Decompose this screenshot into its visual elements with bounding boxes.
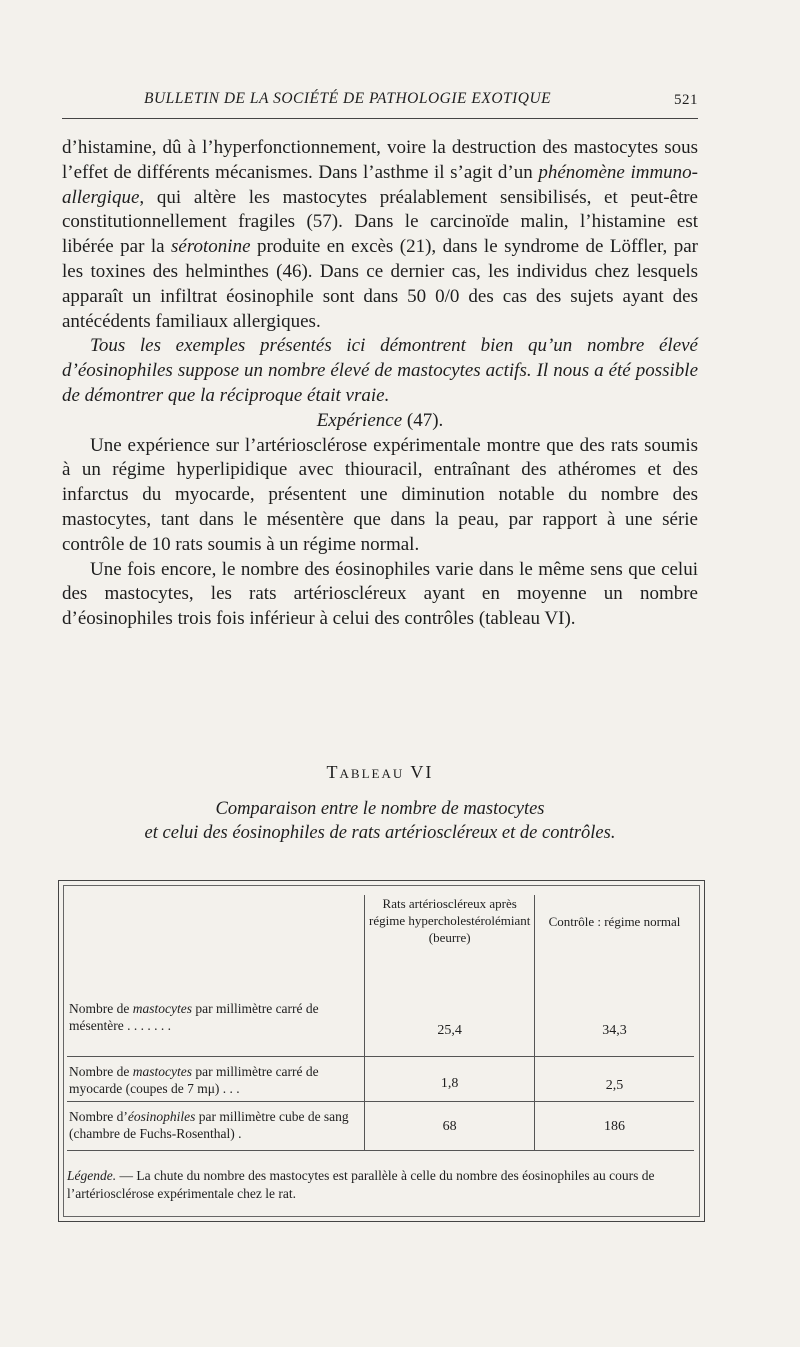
table-header-row (67, 895, 694, 1000)
table-row (67, 1000, 694, 1057)
cell-value: 25,4 (365, 1000, 535, 1057)
running-header (62, 90, 698, 119)
section-title: Expérience (47). (316, 409, 444, 431)
table-caption (62, 762, 698, 845)
row-label: Nombre d’éosinophiles par millimètre cube de sang (chambre de Fuchs-Rosenthal) . (67, 1102, 365, 1151)
paragraph-1: d’histamine, dû à l’hyperfonctionnement, voire la destruction des mastocytes sous l’effet de différents mécanismes. Dans l’asthme il s’agit d’un phénomène immuno-allergique, qui altère les mastocytes préalablement sensibilisés, et peut-être constitutionnellement fragiles (57). Dans le carcinoïde malin, l’histamine est libérée par la sérotonine produite en excès (21), dans le syndrome de Löffler, par les toxines des helminthes (46). Dans ce dernier cas, les individus chez lesquels apparaît un infiltrat éosinophile sont dans 50 0/0 des cas des sujets ayant des antécédents familiaux allergiques. (62, 137, 698, 332)
page-number: 521 (674, 92, 698, 108)
col-header-arteriosclerotic: Rats artérioscléreux après régime hypercholestérolémiant (beurre) (365, 895, 535, 1000)
data-table (67, 895, 694, 1203)
paragraph-2: Tous les exemples présentés ici démontrent bien qu’un nombre élevé d’éosinophiles suppose un nombre élevé de mastocytes actifs. Il nous a été possible de démontrer que la réciproque était vraie. (62, 335, 698, 406)
row-label: Nombre de mastocytes par millimètre carré de mésentère . . . . . . . (69, 1001, 319, 1033)
col-header-control: Contrôle : régime normal (535, 895, 694, 1000)
running-title: BULLETIN DE LA SOCIÉTÉ DE PATHOLOGIE EXOTIQUE (144, 90, 552, 107)
italic-term: sérotonine (171, 236, 251, 258)
cell-value: 2,5 (535, 1057, 694, 1102)
cell-value: 186 (535, 1102, 694, 1151)
table-title: Tableau VI (326, 762, 434, 782)
paragraph-3: Une expérience sur l’artériosclérose expérimentale montre que des rats soumis à un régime hyperlipidique avec thiouracil, entraînant des athéromes et des infarctus du myocarde, présentent une diminution notable du nombre des mastocytes, tant dans le mésentère que dans la peau, par rapport à une série contrôle de 10 rats soumis à un régime normal. (62, 434, 698, 555)
cell-value: 34,3 (535, 1000, 694, 1057)
table-row (67, 1102, 694, 1151)
table-frame (58, 880, 705, 1222)
table-subtitle-1: Comparaison entre le nombre de mastocytes (215, 799, 545, 819)
italic-term: phénomène immuno-allergique (62, 161, 698, 208)
legend-row (67, 1151, 694, 1204)
paragraph-4: Une fois encore, le nombre des éosinophiles varie dans le même sens que celui des mastocytes, les rats artérioscléreux ayant en moyenne un nombre d’éosinophiles trois fois inférieur à celui des contrôles (tableau VI). (62, 558, 698, 630)
table-row (67, 1057, 694, 1102)
body-text (62, 136, 698, 632)
row-label: Nombre de mastocytes par millimètre carré de myocarde (coupes de 7 mμ) . . . (67, 1057, 365, 1102)
cell-value: 1,8 (365, 1057, 535, 1102)
table-legend: Légende. — La chute du nombre des mastocytes est parallèle à celle du nombre des éosinophiles au cours de l’artériosclérose expérimentale chez le rat. (67, 1151, 694, 1204)
table-subtitle-2: et celui des éosinophiles de rats artérioscléreux et de contrôles. (144, 823, 616, 843)
cell-value: 68 (365, 1102, 535, 1151)
